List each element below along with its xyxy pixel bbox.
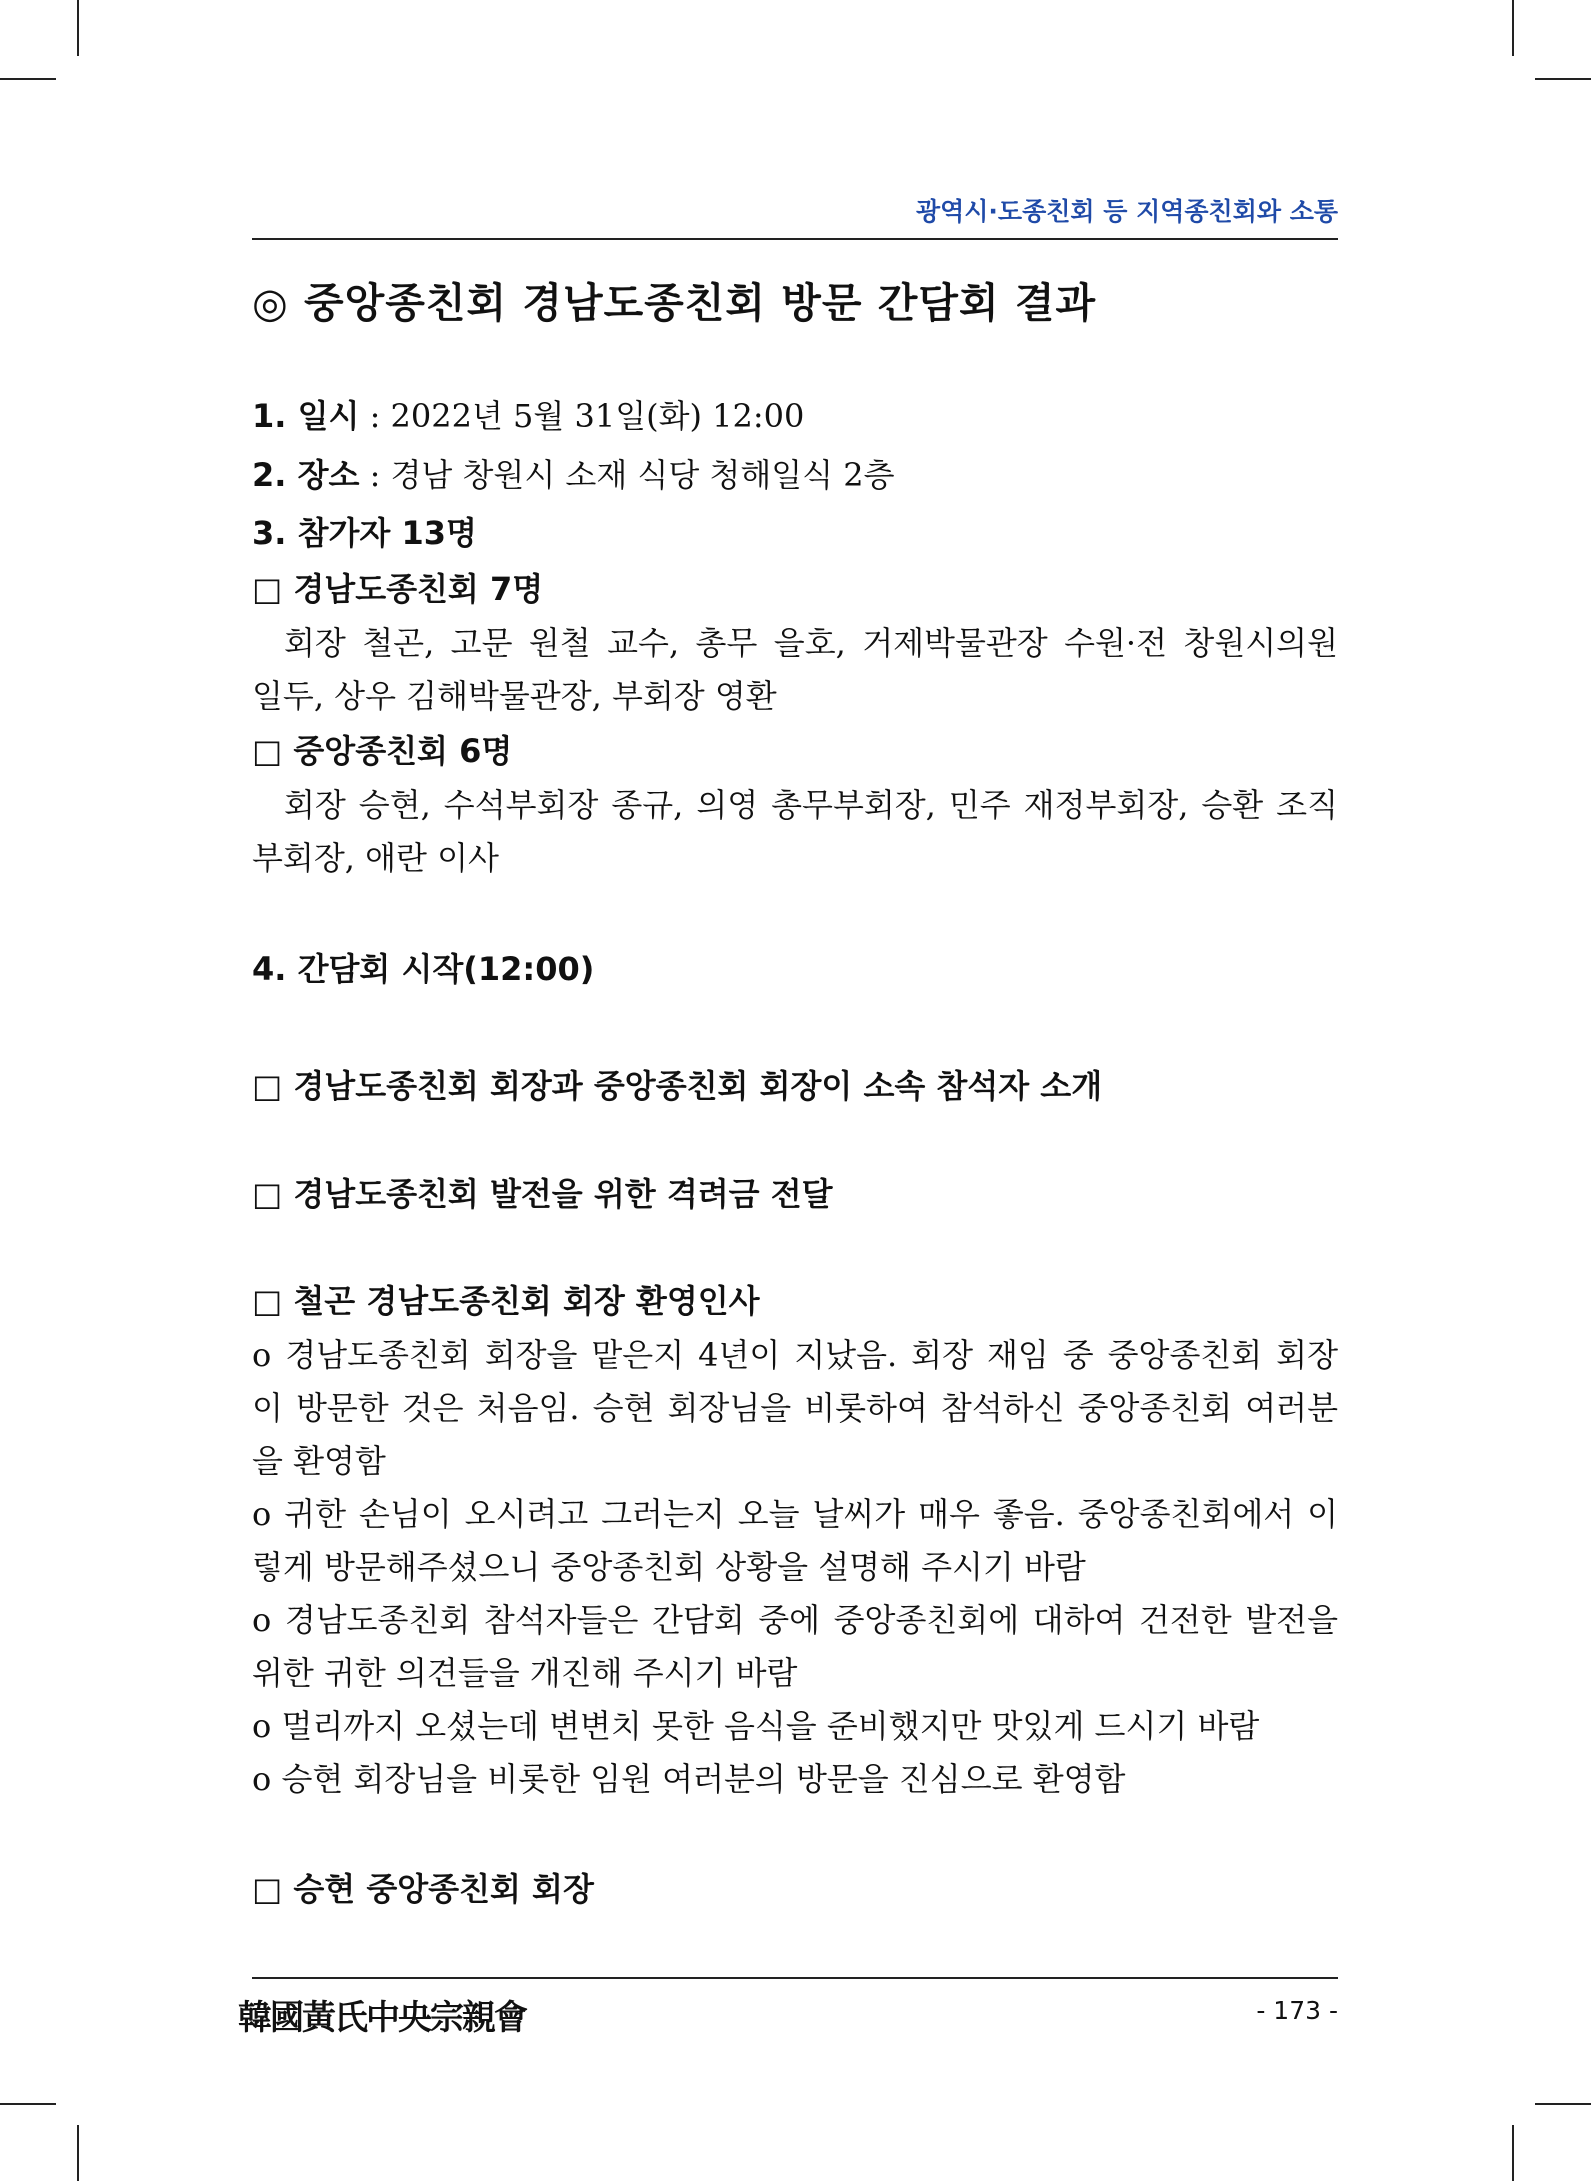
central-line-1 xyxy=(284,782,1338,828)
item-place-label: 2. 장소 xyxy=(252,456,360,494)
page-title: ◎ 중앙종친회 경남도종친회 방문 간담회 결과 xyxy=(252,279,1097,327)
crop-mark-top-right-h xyxy=(1535,78,1591,80)
item-attendees: 3. 참가자 13명 xyxy=(252,514,477,552)
footer-logo: 韓國黃氏中央宗親會 xyxy=(238,1998,526,2038)
item-place-sep: : xyxy=(359,456,391,494)
gyeongnam-line-2: 일두, 상우 김해박물관장, 부회장 영환 xyxy=(252,677,777,715)
welcome-heading: □ 철곤 경남도종친회 회장 환영인사 xyxy=(252,1282,760,1320)
welcome-line xyxy=(252,1332,1338,1378)
welcome-line-text: o 경남도종친회 회장을 맡은지 4년이 지났음. 회장 재임 중 중앙종친회 회장 xyxy=(252,1336,1338,1374)
crop-mark-bottom-left-v xyxy=(77,2125,79,2181)
header-rule xyxy=(252,238,1338,240)
item-date-sep: : xyxy=(359,397,391,435)
welcome-line: o 승현 회장님을 비롯한 임원 여러분의 방문을 진심으로 환영함 xyxy=(252,1760,1126,1798)
welcome-line xyxy=(252,1597,1338,1643)
welcome-line: o 멀리까지 오셨는데 변변치 못한 음식을 준비했지만 맛있게 드시기 바람 xyxy=(252,1707,1260,1745)
welcome-line-text: 이 방문한 것은 처음임. 승현 회장님을 비롯하여 참석하신 중앙종친회 여러분 xyxy=(252,1389,1338,1427)
crop-mark-bottom-left-h xyxy=(0,2103,56,2105)
meeting-start: 4. 간담회 시작(12:00) xyxy=(252,950,595,988)
welcome-line xyxy=(252,1385,1338,1431)
central-line-1-text: 회장 승현, 수석부회장 종규, 의영 총무부회장, 민주 재정부회장, 승환 조직 xyxy=(284,786,1338,824)
fund-heading: □ 경남도종친회 발전을 위한 격려금 전달 xyxy=(252,1175,833,1213)
page-number: - 173 - xyxy=(1256,1996,1338,2025)
crop-mark-top-left-h xyxy=(0,78,56,80)
gyeongnam-line-1-text: 회장 철곤, 고문 원철 교수, 총무 을호, 거제박물관장 수원·전 창원시의원 xyxy=(284,624,1338,662)
item-place-value: 경남 창원시 소재 식당 청해일식 2층 xyxy=(390,456,895,494)
welcome-line-text: o 귀한 손님이 오시려고 그러는지 오늘 날씨가 매우 좋음. 중앙종친회에서 이 xyxy=(252,1495,1338,1533)
intro-heading: □ 경남도종친회 회장과 중앙종친회 회장이 소속 참석자 소개 xyxy=(252,1067,1103,1105)
item-place xyxy=(252,452,1338,498)
crop-mark-bottom-right-v xyxy=(1512,2125,1514,2181)
footer-rule xyxy=(252,1977,1338,1979)
welcome-line-text: o 경남도종친회 참석자들은 간담회 중에 중앙종친회에 대하여 건전한 발전을 xyxy=(252,1601,1338,1639)
welcome-line xyxy=(252,1491,1338,1537)
item-date-value: 2022년 5월 31일(화) 12:00 xyxy=(390,397,805,435)
item-date xyxy=(252,393,1338,439)
central-heading: □ 중앙종친회 6명 xyxy=(252,732,513,770)
president-heading: □ 승현 중앙종친회 회장 xyxy=(252,1870,594,1908)
welcome-line: 렇게 방문해주셨으니 중앙종친회 상황을 설명해 주시기 바람 xyxy=(252,1548,1086,1586)
welcome-line: 위한 귀한 의견들을 개진해 주시기 바람 xyxy=(252,1654,798,1692)
running-head: 광역시·도종친회 등 지역종친회와 소통 xyxy=(915,197,1338,226)
gyeongnam-heading: □ 경남도종친회 7명 xyxy=(252,570,544,608)
crop-mark-top-right-v xyxy=(1512,0,1514,56)
central-line-2: 부회장, 애란 이사 xyxy=(252,839,499,877)
crop-mark-bottom-right-h xyxy=(1535,2103,1591,2105)
welcome-line: 을 환영함 xyxy=(252,1442,386,1480)
item-date-label: 1. 일시 xyxy=(252,397,360,435)
crop-mark-top-left-v xyxy=(77,0,79,56)
gyeongnam-line-1 xyxy=(284,620,1338,666)
